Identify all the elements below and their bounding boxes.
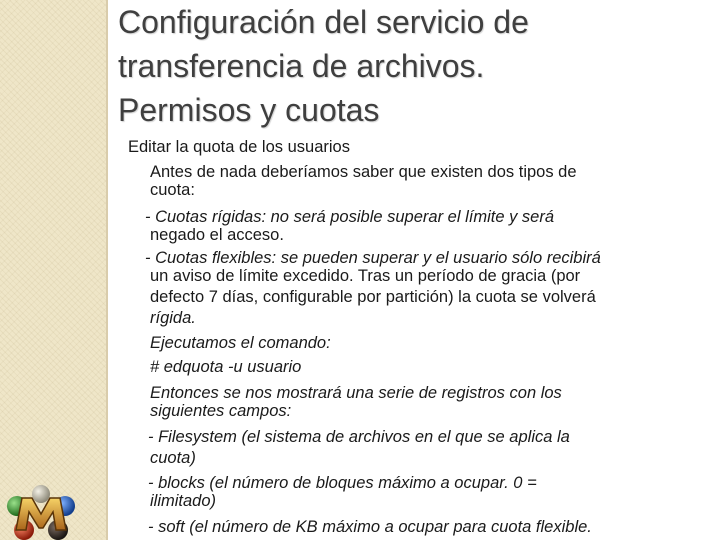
body-line: Ejecutamos el comando:	[150, 334, 331, 352]
body-line: Entonces se nos mostrará una serie de registros con los	[150, 384, 562, 402]
body-line: un aviso de límite excedido. Tras un período de gracia (por	[150, 267, 581, 285]
title-line: transferencia de archivos.	[118, 48, 485, 84]
body-line: - Cuotas flexibles: se pueden superar y el usuario sólo recibirá	[145, 249, 601, 267]
body-line: rígida.	[150, 309, 196, 327]
body-line: - blocks (el número de bloques máximo a ocupar. 0 =	[148, 474, 537, 492]
body-line: cuota)	[150, 449, 196, 467]
body-line: defecto 7 días, configurable por partición) la cuota se volverá	[150, 288, 596, 306]
body-line: - Cuotas rígidas: no será posible superar el límite y será	[145, 208, 555, 226]
body-line: siguientes campos:	[150, 402, 292, 420]
body-line: cuota:	[150, 181, 195, 199]
body-line: ilimitado)	[150, 492, 217, 510]
body-line: Antes de nada deberíamos saber que existen dos tipos de	[150, 163, 577, 181]
body-line: - Filesystem (el sistema de archivos en el que se aplica la	[148, 428, 570, 446]
body-line: negado el acceso.	[150, 226, 284, 244]
body-heading: Editar la quota de los usuarios	[128, 138, 350, 156]
body-line: - soft (el número de KB máximo a ocupar para cuota flexible.	[148, 518, 592, 536]
command-line: # edquota -u usuario	[150, 358, 302, 376]
title-line: Permisos y cuotas	[118, 92, 380, 128]
title-line: Configuración del servicio de	[118, 4, 529, 40]
